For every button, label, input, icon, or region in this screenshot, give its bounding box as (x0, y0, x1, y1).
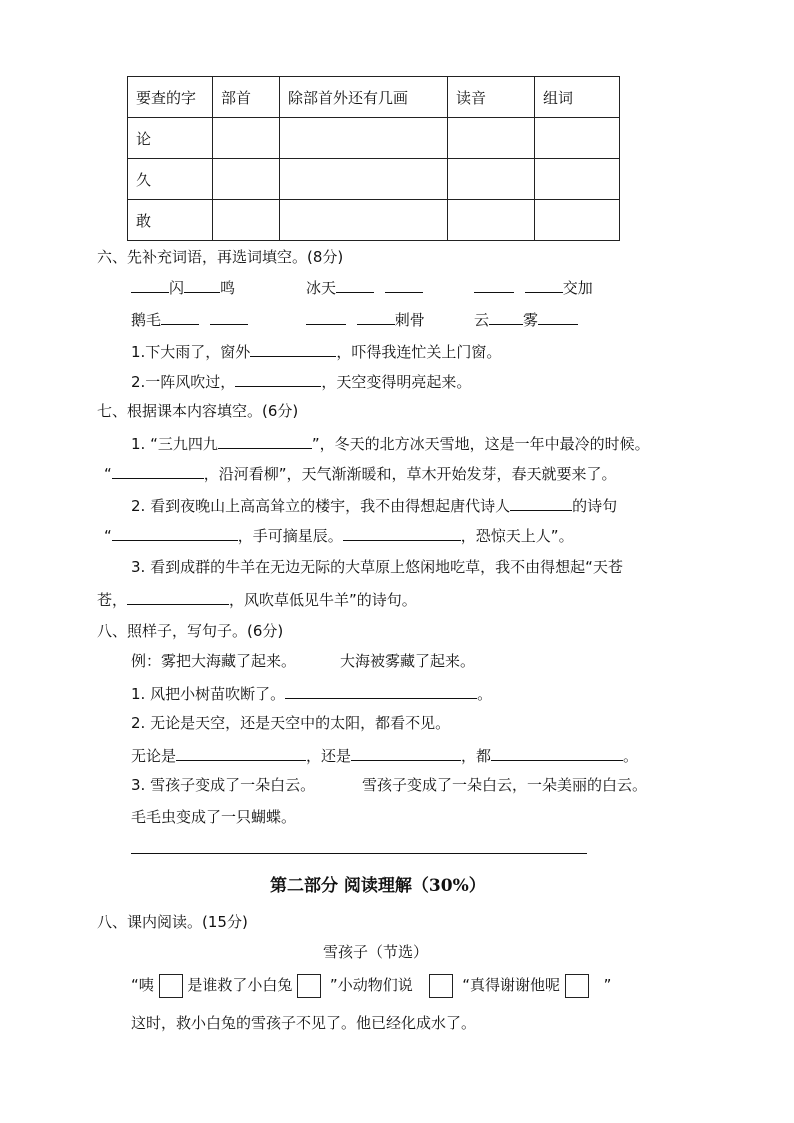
rewrite-example-3: 雪孩子变成了一朵白云，一朵美丽的白云。 (362, 776, 648, 794)
sentence-text: ，都 (461, 747, 492, 765)
answer-cell[interactable] (448, 118, 535, 159)
rewrite-sentence-1 (131, 684, 492, 703)
word-part: 雾 (523, 311, 539, 329)
passage-line-2: 这时，救小白兔的雪孩子不见了。他已经化成水了。 (131, 1014, 477, 1032)
character-cell: 论 (128, 118, 213, 159)
sentence-text: ，手可摘星辰。 (237, 527, 343, 545)
blank[interactable] (112, 464, 204, 479)
word-part: 闪 (169, 279, 185, 297)
answer-cell[interactable] (448, 200, 535, 241)
blank[interactable] (491, 746, 623, 761)
reading-section-heading: 八、课内阅读。(15分) (97, 913, 248, 931)
blank[interactable] (385, 278, 423, 293)
word-group-2 (306, 278, 423, 297)
blank[interactable] (210, 310, 248, 325)
fill-sentence-2 (131, 372, 471, 391)
blank[interactable] (336, 278, 374, 293)
character-lookup-table (127, 76, 620, 241)
rewrite-sentence-2-template (131, 746, 638, 765)
table-row (128, 200, 620, 241)
part-2-title: 第二部分 阅读理解（30%） (270, 876, 486, 896)
blank[interactable] (184, 278, 220, 293)
punctuation-box[interactable] (159, 974, 183, 998)
sentence-text: 1. “三九四九 (131, 435, 218, 453)
word-part: 交加 (562, 279, 593, 297)
sentence-text: ，还是 (306, 747, 352, 765)
answer-cell[interactable] (448, 159, 535, 200)
passage-text: “咦 (131, 976, 154, 994)
header-cell: 要查的字 (128, 77, 213, 118)
blank[interactable] (357, 310, 395, 325)
sentence-text: 无论是 (131, 747, 177, 765)
blank[interactable] (161, 310, 199, 325)
sentence-text: 苍， (97, 591, 128, 609)
table-header-row (128, 77, 620, 118)
answer-cell[interactable] (280, 118, 448, 159)
punctuation-box[interactable] (565, 974, 589, 998)
sentence-text: ，沿河看柳”，天气渐渐暖和，草木开始发芽，春天就要来了。 (203, 465, 617, 483)
blank[interactable] (176, 746, 306, 761)
sentence-text: 。 (477, 685, 493, 703)
sentence-text: “ (104, 465, 112, 483)
answer-cell[interactable] (213, 118, 280, 159)
sentence-text: 1. 风把小树苗吹断了。 (131, 685, 286, 703)
sentence-text: ，恐惊天上人”。 (460, 527, 574, 545)
word-part: 云 (474, 311, 490, 329)
sentence-text: 的诗句 (572, 497, 618, 515)
sentence-text: 。 (623, 747, 639, 765)
table-row (128, 118, 620, 159)
blank[interactable] (285, 684, 477, 699)
answer-line[interactable] (131, 853, 587, 854)
answer-cell[interactable] (535, 118, 620, 159)
header-cell: 读音 (448, 77, 535, 118)
word-part: 鸣 (220, 279, 236, 297)
sentence-text: 2. 看到夜晚山上高高耸立的楼宇，我不由得想起唐代诗人 (131, 497, 511, 515)
rewrite-sentence-3: 3. 雪孩子变成了一朵白云。 (131, 776, 316, 794)
blank[interactable] (112, 526, 238, 541)
blank[interactable] (306, 310, 346, 325)
sentence-text: 2.一阵风吹过， (131, 373, 236, 391)
blank[interactable] (351, 746, 461, 761)
passage-text: 是谁救了小白兔 (187, 976, 293, 994)
blank[interactable] (131, 278, 169, 293)
answer-cell[interactable] (535, 159, 620, 200)
blank[interactable] (525, 278, 563, 293)
blank[interactable] (538, 310, 578, 325)
poem-fill-2b (104, 526, 574, 545)
passage-text: “真得谢谢他呢 (462, 976, 561, 994)
blank[interactable] (489, 310, 523, 325)
punctuation-box[interactable] (297, 974, 321, 998)
sentence-text: ，风吹草低见牛羊”的诗句。 (229, 591, 417, 609)
poem-fill-3b (97, 590, 417, 609)
example-sentence: 例：雾把大海藏了起来。 (131, 652, 297, 670)
answer-cell[interactable] (535, 200, 620, 241)
word-part: 鹅毛 (131, 311, 162, 329)
table-row (128, 159, 620, 200)
rewrite-prompt-3: 毛毛虫变成了一只蝴蝶。 (131, 808, 297, 826)
sentence-text: ，吓得我连忙关上门窗。 (336, 343, 502, 361)
blank[interactable] (127, 590, 229, 605)
poem-fill-1b (104, 464, 617, 483)
word-group-6 (474, 310, 578, 329)
punctuation-box[interactable] (429, 974, 453, 998)
poem-fill-1a (131, 434, 650, 453)
answer-cell[interactable] (280, 200, 448, 241)
blank[interactable] (250, 342, 336, 357)
word-group-4 (131, 310, 248, 329)
header-cell: 除部首外还有几画 (280, 77, 448, 118)
punctuation-line (131, 973, 611, 998)
rewrite-sentence-2: 2. 无论是天空，还是天空中的太阳，都看不见。 (131, 714, 451, 732)
answer-cell[interactable] (280, 159, 448, 200)
poem-fill-3a: 3. 看到成群的牛羊在无边无际的大草原上悠闲地吃草，我不由得想起“天苍 (131, 558, 623, 576)
fill-sentence-1 (131, 342, 501, 361)
header-cell: 组词 (535, 77, 620, 118)
character-cell: 敢 (128, 200, 213, 241)
word-group-3 (474, 278, 593, 297)
header-cell: 部首 (213, 77, 280, 118)
word-part: 冰天 (306, 279, 337, 297)
passage-title: 雪孩子（节选） (323, 943, 429, 961)
passage-text: ”小动物们说 (329, 976, 413, 994)
blank[interactable] (510, 496, 572, 511)
passage-text: ” (603, 976, 612, 994)
sentence-text: “ (104, 527, 112, 545)
character-cell: 久 (128, 159, 213, 200)
example-answer: 大海被雾藏了起来。 (340, 652, 476, 670)
section-8-heading: 八、照样子，写句子。(6分) (97, 622, 284, 640)
word-group-5 (306, 310, 425, 329)
answer-cell[interactable] (213, 200, 280, 241)
poem-fill-2a (131, 496, 617, 515)
sentence-text: ”，冬天的北方冰天雪地，这是一年中最冷的时候。 (311, 435, 650, 453)
section-7-heading: 七、根据课本内容填空。(6分) (97, 402, 299, 420)
sentence-text: 1.下大雨了，窗外 (131, 343, 251, 361)
blank[interactable] (343, 526, 461, 541)
sentence-text: ，天空变得明亮起来。 (321, 373, 472, 391)
section-6-heading: 六、先补充词语，再选词填空。(8分) (97, 248, 344, 266)
answer-cell[interactable] (213, 159, 280, 200)
blank[interactable] (235, 372, 321, 387)
word-group-1 (131, 278, 235, 297)
blank[interactable] (474, 278, 514, 293)
word-part: 刺骨 (394, 311, 425, 329)
blank[interactable] (218, 434, 312, 449)
